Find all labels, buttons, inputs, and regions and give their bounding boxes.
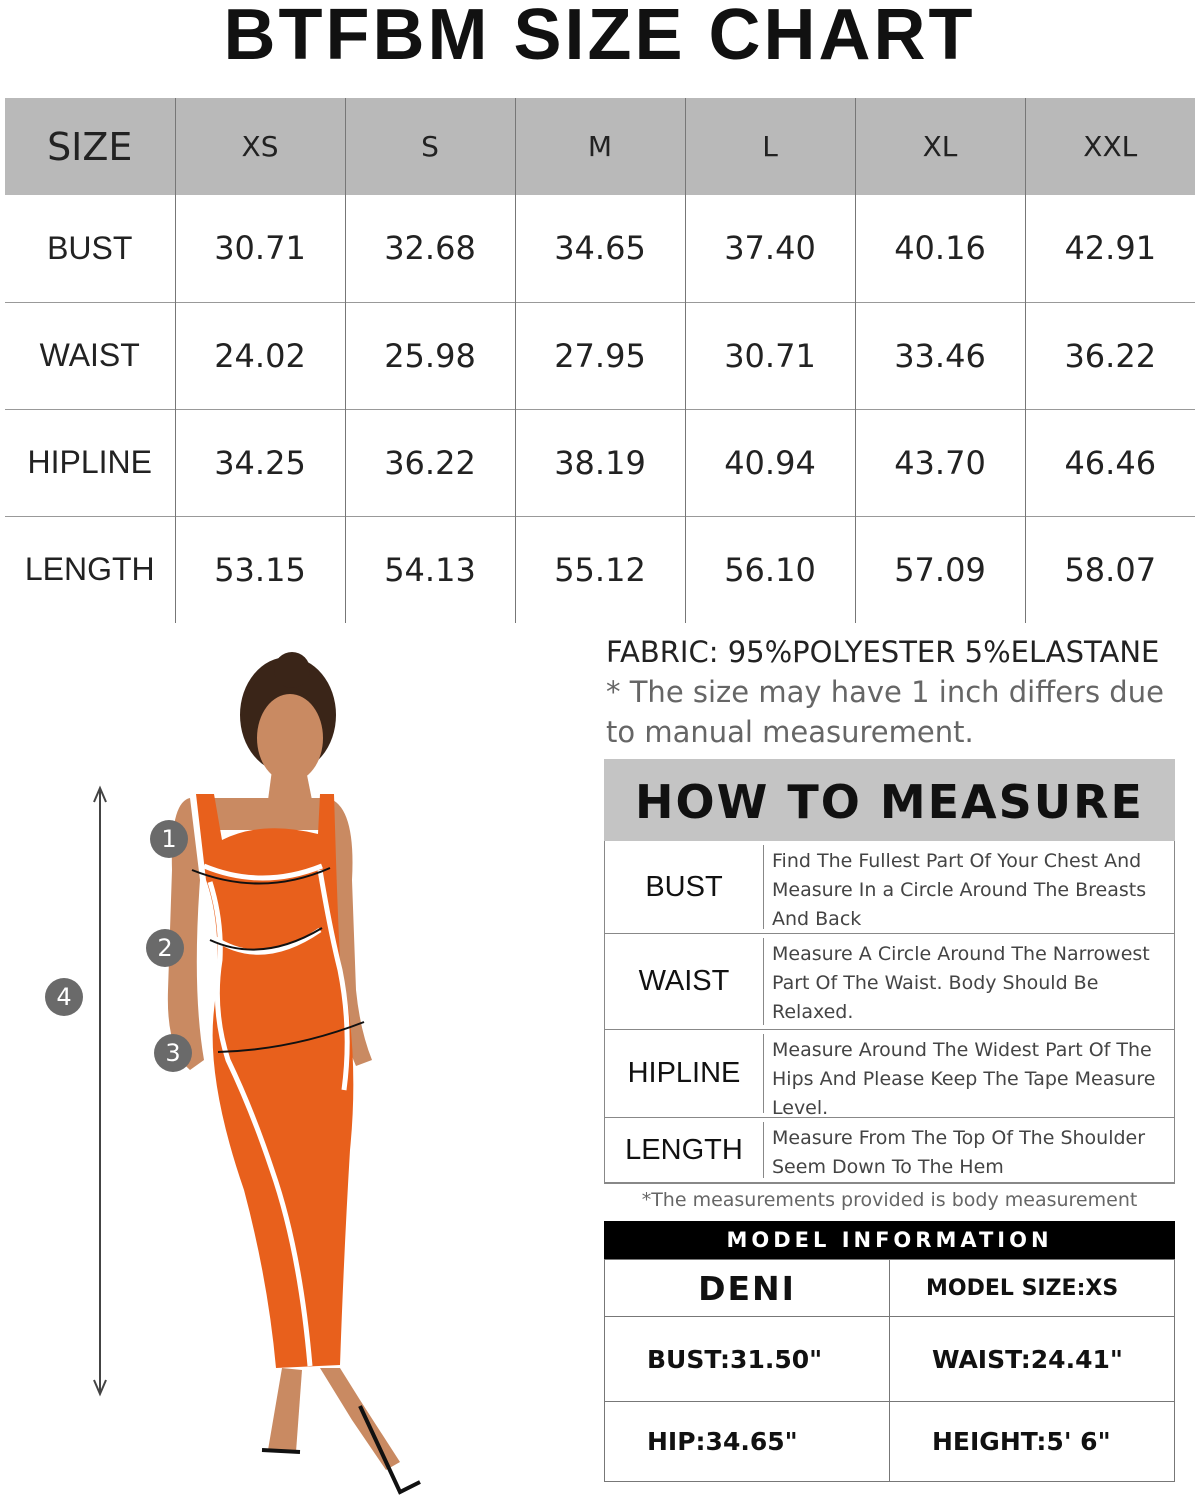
model-row bbox=[605, 1317, 1175, 1402]
size-value: 30.71 bbox=[175, 195, 345, 302]
size-value: 40.94 bbox=[685, 409, 855, 516]
hair-bun-shape bbox=[274, 652, 310, 688]
page-title: BTFBM SIZE CHART bbox=[223, 0, 976, 75]
size-header-cell: L bbox=[685, 98, 855, 195]
measure-label: WAIST bbox=[638, 965, 730, 997]
size-value: 33.46 bbox=[855, 302, 1025, 409]
row-label: LENGTH bbox=[5, 516, 175, 623]
marker-1: 1 bbox=[150, 820, 188, 858]
measure-label: BUST bbox=[645, 870, 723, 903]
size-value: 37.40 bbox=[685, 195, 855, 302]
face-shape bbox=[257, 694, 323, 782]
model-hip: HIP:34.65" bbox=[605, 1402, 890, 1482]
size-row-length bbox=[5, 516, 1195, 623]
size-value: 34.65 bbox=[515, 195, 685, 302]
model-information-table bbox=[604, 1259, 1175, 1482]
fabric-composition: FABRIC: 95%POLYESTER 5%ELASTANE bbox=[606, 635, 1160, 669]
model-height: HEIGHT:5' 6" bbox=[890, 1402, 1175, 1482]
size-value: 54.13 bbox=[345, 516, 515, 623]
size-header-cell: XS bbox=[175, 98, 345, 195]
size-row-hipline bbox=[5, 409, 1195, 516]
size-header-row bbox=[5, 98, 1195, 195]
size-value: 24.02 bbox=[175, 302, 345, 409]
row-label: WAIST bbox=[5, 302, 175, 409]
model-name: DENI bbox=[605, 1260, 890, 1317]
size-value: 57.09 bbox=[855, 516, 1025, 623]
chest-skin-shape bbox=[210, 798, 330, 830]
size-value: 42.91 bbox=[1025, 195, 1195, 302]
size-value: 43.70 bbox=[855, 409, 1025, 516]
fabric-info bbox=[606, 632, 1196, 752]
neck-shape bbox=[268, 770, 312, 800]
measure-description: Measure From The Top Of The Shoulder Seem Down To The Hem bbox=[763, 1122, 1174, 1178]
size-header-cell: SIZE bbox=[5, 98, 175, 195]
how-to-measure-title: HOW TO MEASURE bbox=[604, 759, 1175, 841]
measure-row-length bbox=[605, 1118, 1174, 1183]
size-value: 27.95 bbox=[515, 302, 685, 409]
row-label: HIPLINE bbox=[5, 409, 175, 516]
row-label: BUST bbox=[47, 229, 133, 266]
model-illustration bbox=[0, 630, 600, 1500]
size-value: 38.19 bbox=[515, 409, 685, 516]
size-value: 36.22 bbox=[345, 409, 515, 516]
marker-4: 4 bbox=[45, 978, 83, 1016]
size-header-cell: XL bbox=[855, 98, 1025, 195]
model-row bbox=[605, 1260, 1175, 1317]
measure-label: HIPLINE bbox=[627, 1057, 741, 1089]
orange-dress-shape bbox=[196, 794, 353, 1368]
measure-description: Find The Fullest Part Of Your Chest And Measure In a Circle Around The Breasts And Back bbox=[763, 845, 1174, 929]
size-row-waist bbox=[5, 302, 1195, 409]
size-value: 25.98 bbox=[345, 302, 515, 409]
model-bust: BUST:31.50" bbox=[605, 1317, 890, 1402]
size-value: 56.10 bbox=[685, 516, 855, 623]
model-waist: WAIST:24.41" bbox=[890, 1317, 1175, 1402]
body-measurement-note: *The measurements provided is body measurement bbox=[641, 1189, 1138, 1211]
size-row-bust bbox=[5, 195, 1195, 302]
marker-3: 3 bbox=[154, 1034, 192, 1072]
size-header-cell: M bbox=[515, 98, 685, 195]
left-leg-shape bbox=[268, 1368, 302, 1452]
size-chart-table bbox=[5, 98, 1195, 623]
size-value: 34.25 bbox=[175, 409, 345, 516]
how-to-measure-table bbox=[604, 841, 1175, 1184]
size-value: 40.16 bbox=[855, 195, 1025, 302]
size-header-cell: XXL bbox=[1025, 98, 1195, 195]
measure-description: Measure Around The Widest Part Of The Hips And Please Keep The Tape Measure Level. bbox=[763, 1034, 1174, 1113]
measure-row-hipline bbox=[605, 1030, 1174, 1118]
size-value: 46.46 bbox=[1025, 409, 1195, 516]
size-value: 36.22 bbox=[1025, 302, 1195, 409]
size-header-cell: S bbox=[345, 98, 515, 195]
size-value: 55.12 bbox=[515, 516, 685, 623]
model-information-title: MODEL INFORMATION bbox=[604, 1221, 1175, 1259]
measure-row-waist bbox=[605, 934, 1174, 1030]
measure-description: Measure A Circle Around The Narrowest Part Of The Waist. Body Should Be Relaxed. bbox=[763, 938, 1174, 1025]
measure-row-bust bbox=[605, 841, 1174, 934]
marker-2: 2 bbox=[146, 929, 184, 967]
size-value: 30.71 bbox=[685, 302, 855, 409]
right-leg-shape bbox=[320, 1368, 400, 1470]
model-row bbox=[605, 1402, 1175, 1482]
size-value: 53.15 bbox=[175, 516, 345, 623]
size-value: 32.68 bbox=[345, 195, 515, 302]
size-value: 58.07 bbox=[1025, 516, 1195, 623]
measure-label: LENGTH bbox=[625, 1133, 743, 1166]
size-difference-note: * The size may have 1 inch differs due to manual measurement. bbox=[606, 675, 1164, 749]
model-size: MODEL SIZE:XS bbox=[890, 1260, 1175, 1317]
model-photo bbox=[0, 630, 600, 1500]
